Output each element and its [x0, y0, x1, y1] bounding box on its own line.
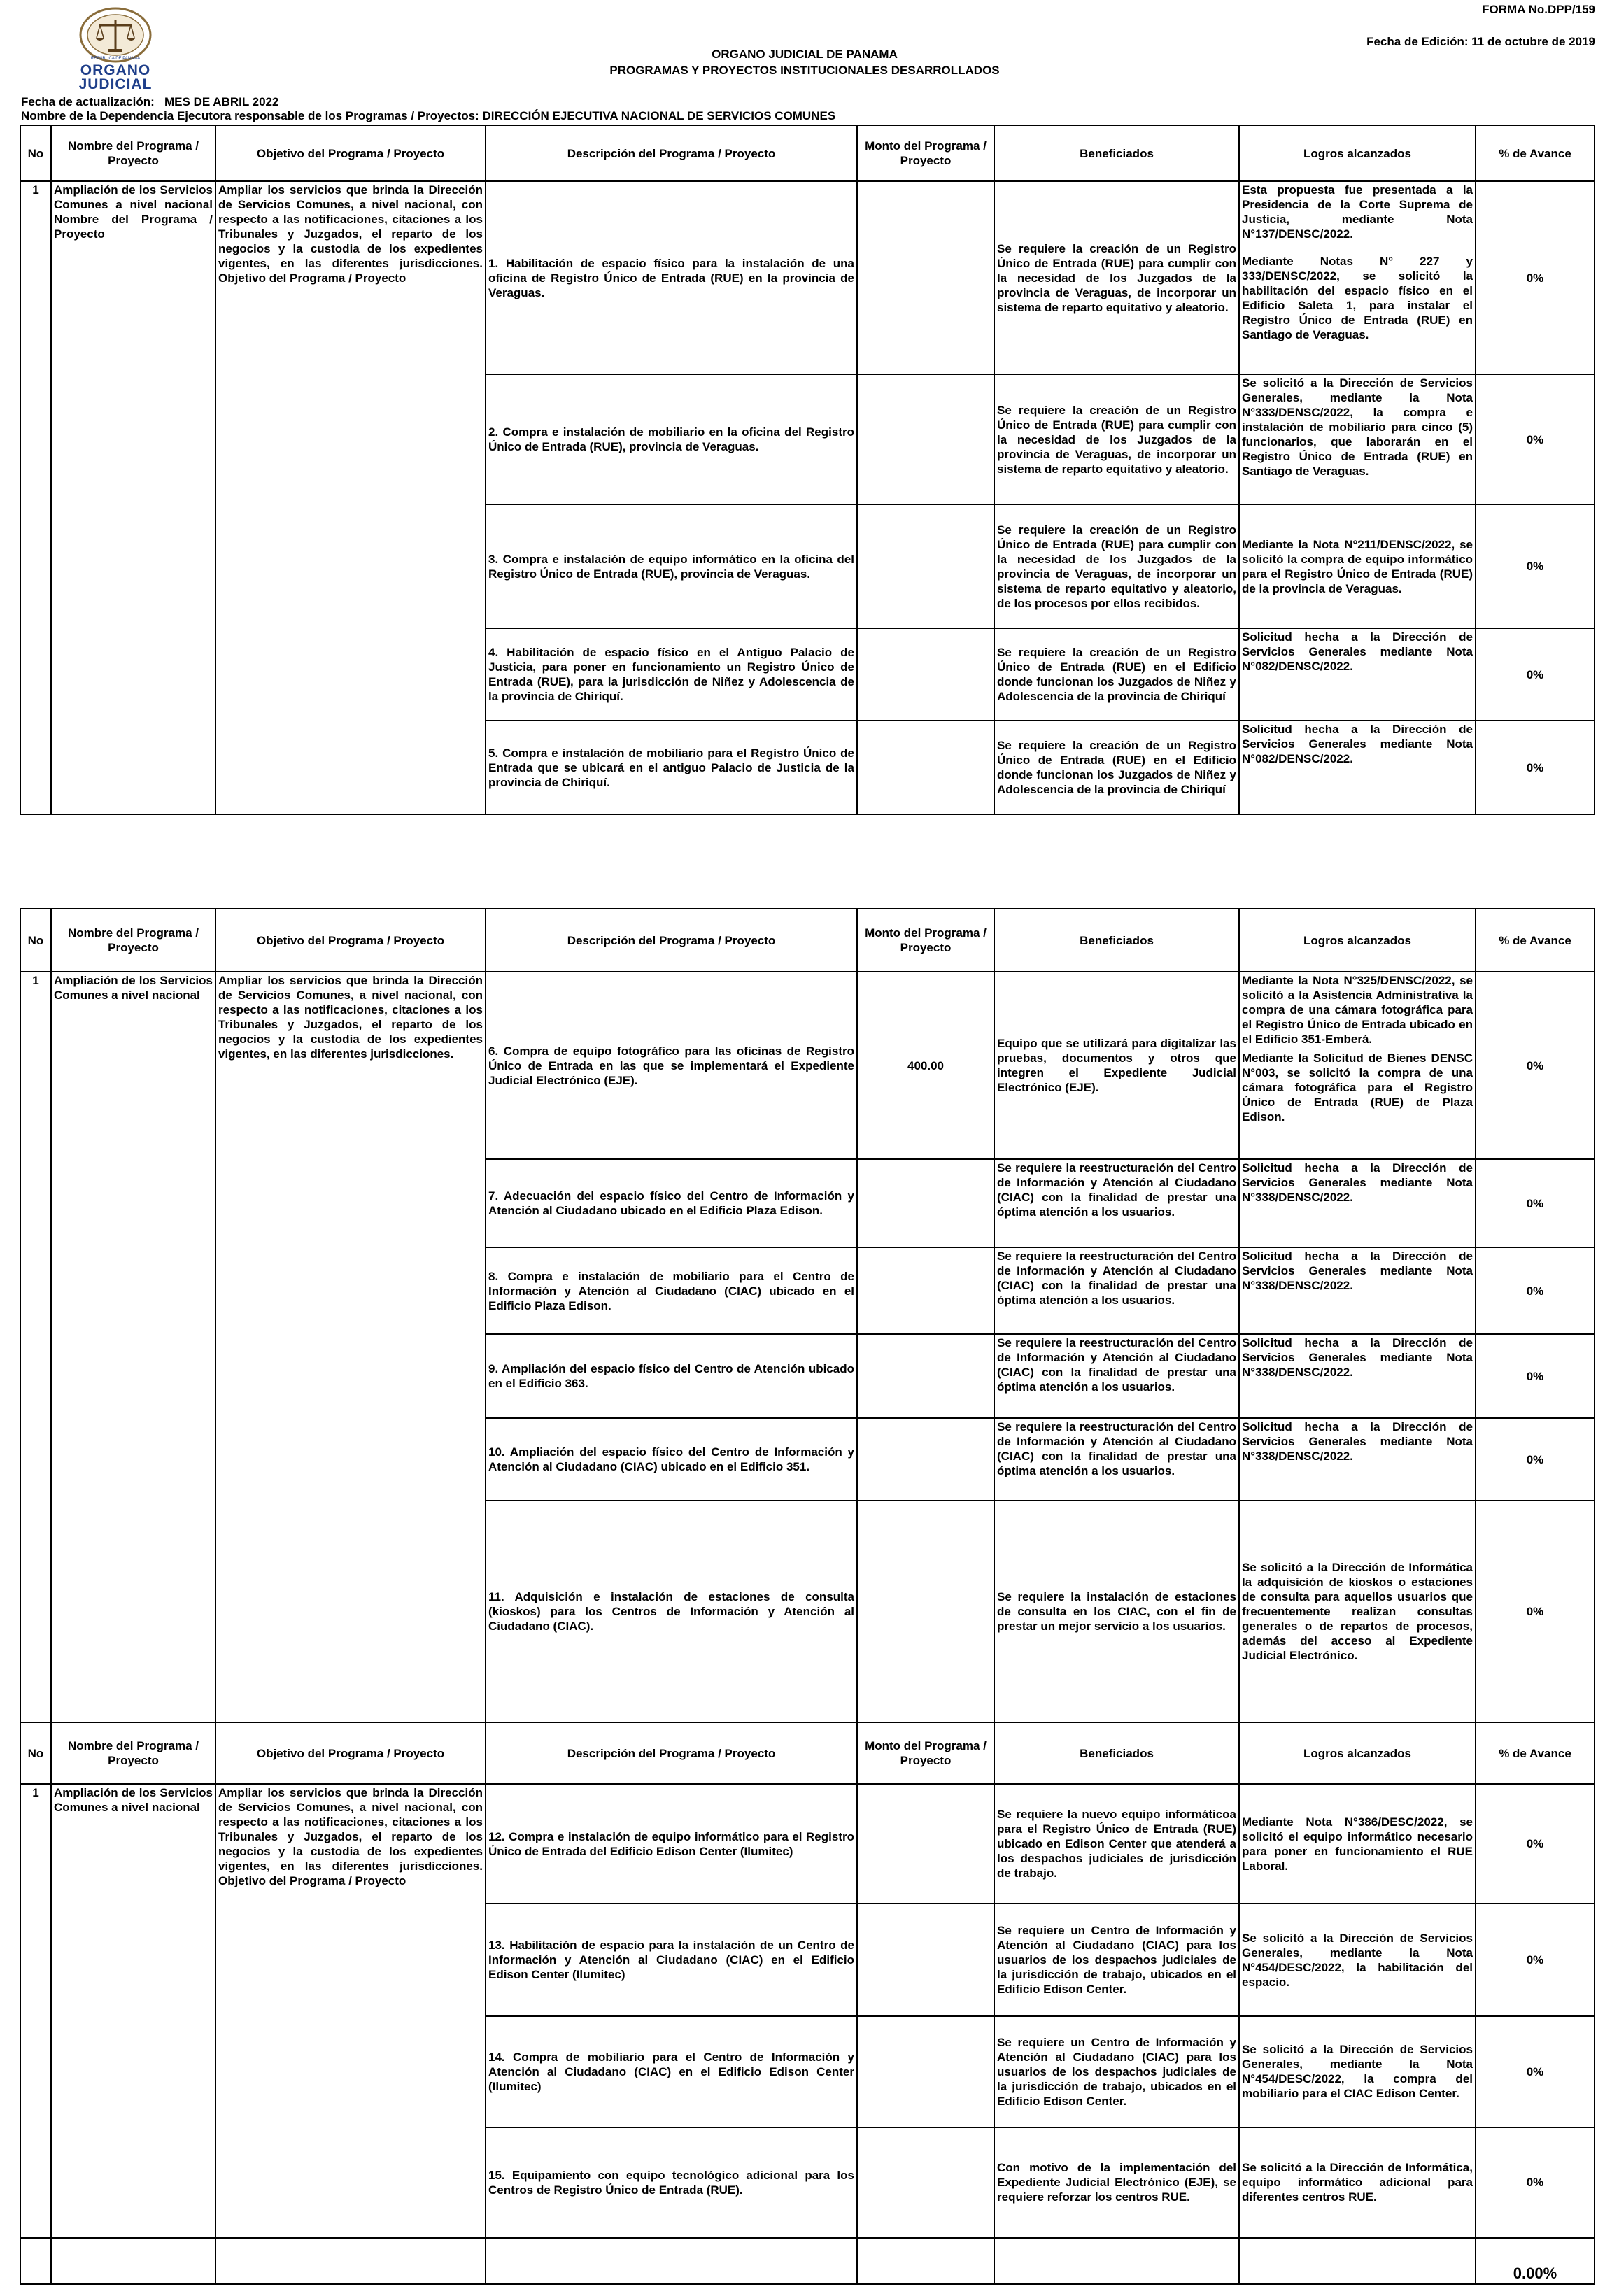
project-progress: 0%	[1476, 181, 1595, 374]
project-beneficiaries: Se requiere la instalación de estaciones de consulta en los CIAC, con el fin de prestar un mejor servicio a los usuarios.	[994, 1501, 1239, 1722]
project-amount	[857, 374, 994, 504]
achievement-text: Mediante la Nota N°211/DENSC/2022, se solicitó la compra de equipo informático para el Registro Único de Entrada (RUE) de la provincia de Veraguas.	[1242, 537, 1473, 595]
document-title: PROGRAMAS Y PROYECTOS INSTITUCIONALES DESARROLLADOS	[609, 64, 1000, 77]
project-description: 13. Habilitación de espacio para la instalación de un Centro de Información y Atención al Ciudadano (CIAC) en el Edificio Edison Center (Ilumitec)	[486, 1904, 857, 2016]
seal-text: REPÚBLICA DE PANAMÁ	[90, 57, 141, 61]
project-progress: 0%	[1476, 1159, 1595, 1247]
project-beneficiaries: Se requiere la nuevo equipo informáticoa para el Registro Único de Entrada (RUE) ubicado en Edison Center que atenderá a los despachos judiciales de jurisdicción de trabajo.	[994, 1784, 1239, 1904]
project-progress: 0%	[1476, 1418, 1595, 1501]
col-description: Descripción del Programa / Proyecto	[486, 125, 857, 181]
achievement-text: Solicitud hecha a la Dirección de Servicios Generales mediante Nota N°082/DENSC/2022.	[1242, 630, 1473, 673]
project-progress: 0%	[1476, 1247, 1595, 1334]
project-amount	[857, 1334, 994, 1418]
achievement-text: Se solicitó a la Dirección de Informática la adquisición de kioskos o estaciones de consulta para aquellos usuarios que frecuentemente realizan consultas generales o de repartos de procesos, además del acceso al Expediente Judicial Electrónico.	[1242, 1561, 1473, 1662]
col-achievements: Logros alcanzados	[1239, 1722, 1476, 1784]
program-name: Ampliación de los Servicios Comunes a nivel nacional	[51, 972, 215, 1722]
col-progress: % de Avance	[1476, 909, 1595, 972]
project-beneficiaries: Se requiere la creación de un Registro Único de Entrada (RUE) para cumplir con la necesidad de los Juzgados de la provincia de Veraguas, de incorporar un sistema de reparto equitativo y aleatorio, de los procesos por ellos recibidos.	[994, 504, 1239, 628]
col-description: Descripción del Programa / Proyecto	[486, 1722, 857, 1784]
project-beneficiaries: Se requiere la creación de un Registro Único de Entrada (RUE) en el Edificio donde funcionan los Juzgados de Niñez y Adolescencia de la provincia de Chiriquí	[994, 628, 1239, 721]
project-achievements	[1239, 181, 1476, 374]
project-beneficiaries: Equipo que se utilizará para digitalizar las pruebas, documentos y otros que integren el Expediente Judicial Electrónico (EJE).	[994, 972, 1239, 1159]
col-amount: Monto del Programa / Proyecto	[857, 909, 994, 972]
project-achievements	[1239, 1334, 1476, 1418]
project-beneficiaries: Se requiere la reestructuración del Centro de Información y Atención al Ciudadano (CIAC) con la finalidad de prestar una óptima atención a los usuarios.	[994, 1159, 1239, 1247]
achievement-text: Mediante la Nota N°325/DENSC/2022, se solicitó a la Asistencia Administrativa la compra de una cámara fotográfica para el Registro Único de Entrada ubicado en el Edificio 351-Emberá.	[1242, 974, 1473, 1046]
project-beneficiaries: Se requiere un Centro de Información y Atención al Ciudadano (CIAC) para los usuarios de los despachos judiciales de la jurisdicción de trabajo, ubicados en el Edificio Edison Center.	[994, 1904, 1239, 2016]
organo-judicial-logo	[70, 7, 161, 92]
project-description: 2. Compra e instalación de mobiliario en la oficina del Registro Único de Entrada (RUE), provincia de Veraguas.	[486, 374, 857, 504]
col-achievements: Logros alcanzados	[1239, 125, 1476, 181]
achievement-text: Solicitud hecha a la Dirección de Servicios Generales mediante Nota N°338/DENSC/2022.	[1242, 1161, 1473, 1204]
project-progress: 0%	[1476, 1784, 1595, 1904]
program-name: Ampliación de los Servicios Comunes a nivel nacional	[51, 1784, 215, 2237]
row-number: 1	[20, 1784, 51, 2237]
project-amount	[857, 2016, 994, 2127]
row-number: 1	[20, 972, 51, 1722]
table-header-row	[20, 125, 1595, 181]
project-description: 7. Adecuación del espacio físico del Centro de Información y Atención al Ciudadano ubicado en el Edificio Plaza Edison.	[486, 1159, 857, 1247]
logo-line-2: JUDICIAL	[78, 76, 153, 92]
project-description: 1. Habilitación de espacio físico para la instalación de una oficina de Registro Único de Entrada (RUE) en la provincia de Veraguas.	[486, 181, 857, 374]
project-achievements	[1239, 628, 1476, 721]
total-empty-cell	[994, 2238, 1239, 2284]
project-beneficiaries: Se requiere la creación de un Registro Único de Entrada (RUE) en el Edificio donde funcionan los Juzgados de Niñez y Adolescencia de la provincia de Chiriquí	[994, 721, 1239, 814]
col-progress: % de Avance	[1476, 125, 1595, 181]
project-description: 3. Compra e instalación de equipo informático en la oficina del Registro Único de Entrada (RUE), provincia de Veraguas.	[486, 504, 857, 628]
project-description: 4. Habilitación de espacio físico en el Antiguo Palacio de Justicia, para poner en funcionamiento un Registro Único de Entrada (RUE), para la jurisdicción de Niñez y Adolescencia de la provincia de Chiriquí.	[486, 628, 857, 721]
project-description: 5. Compra e instalación de mobiliario para el Registro Único de Entrada que se ubicará en el antiguo Palacio de Justicia de la provincia de Chiriquí.	[486, 721, 857, 814]
col-amount: Monto del Programa / Proyecto	[857, 1722, 994, 1784]
project-progress: 0%	[1476, 721, 1595, 814]
project-amount: 400.00	[857, 972, 994, 1159]
project-achievements	[1239, 1904, 1476, 2016]
col-no: No	[20, 125, 51, 181]
project-amount	[857, 1904, 994, 2016]
project-beneficiaries: Se requiere la reestructuración del Centro de Información y Atención al Ciudadano (CIAC) con la finalidad de prestar una óptima atención a los usuarios.	[994, 1247, 1239, 1334]
achievement-text: Se solicitó a la Dirección de Servicios Generales, mediante la Nota N°454/DESC/2022, la habilitación del espacio.	[1242, 1931, 1473, 1989]
projects-table-2	[20, 908, 1595, 1723]
project-description: 10. Ampliación del espacio físico del Centro de Información y Atención al Ciudadano (CIAC) ubicado en el Edificio 351.	[486, 1418, 857, 1501]
project-description: 9. Ampliación del espacio físico del Centro de Atención ubicado en el Edificio 363.	[486, 1334, 857, 1418]
table-row	[20, 181, 1595, 374]
project-progress: 0%	[1476, 972, 1595, 1159]
project-achievements	[1239, 2127, 1476, 2238]
project-amount	[857, 504, 994, 628]
achievement-text: Solicitud hecha a la Dirección de Servicios Generales mediante Nota N°338/DENSC/2022.	[1242, 1249, 1473, 1292]
project-progress: 0%	[1476, 628, 1595, 721]
project-beneficiaries: Se requiere la reestructuración del Centro de Información y Atención al Ciudadano (CIAC) con la finalidad de prestar una óptima atención a los usuarios.	[994, 1334, 1239, 1418]
project-description: 8. Compra e instalación de mobiliario para el Centro de Información y Atención al Ciudadano (CIAC) ubicado en el Edificio Plaza Edison.	[486, 1247, 857, 1334]
program-objective: Ampliar los servicios que brinda la Dirección de Servicios Comunes, a nivel nacional, con respecto a las notificaciones, citaciones a los Tribunales y Juzgados, el reparto de los negocios y la custodia de los expedientes vigentes, en las diferentes jurisdicciones. Objetivo del Programa / Proyecto	[215, 181, 486, 814]
col-objective: Objetivo del Programa / Proyecto	[215, 125, 486, 181]
project-beneficiaries: Se requiere un Centro de Información y Atención al Ciudadano (CIAC) para los usuarios de los despachos judiciales de la jurisdicción de trabajo, ubicados en el Edificio Edison Center.	[994, 2016, 1239, 2127]
logo-line-1: ORGANO	[80, 62, 151, 78]
col-beneficiaries: Beneficiados	[994, 909, 1239, 972]
project-amount	[857, 628, 994, 721]
project-progress: 0%	[1476, 374, 1595, 504]
project-progress: 0%	[1476, 2127, 1595, 2238]
project-amount	[857, 1784, 994, 1904]
program-name: Ampliación de los Servicios Comunes a nivel nacional Nombre del Programa / Proyecto	[51, 181, 215, 814]
project-amount	[857, 1501, 994, 1722]
project-description: 6. Compra de equipo fotográfico para las oficinas de Registro Único de Entrada en las que se implementará el Expediente Judicial Electrónico (EJE).	[486, 972, 857, 1159]
achievement-text: Solicitud hecha a la Dirección de Servicios Generales mediante Nota N°082/DENSC/2022.	[1242, 723, 1473, 765]
achievement-text: Solicitud hecha a la Dirección de Servicios Generales mediante Nota N°338/DENSC/2022.	[1242, 1336, 1473, 1379]
col-objective: Objetivo del Programa / Proyecto	[215, 909, 486, 972]
project-achievements	[1239, 1418, 1476, 1501]
total-empty-cell	[857, 2238, 994, 2284]
col-no: No	[20, 1722, 51, 1784]
project-progress: 0%	[1476, 1334, 1595, 1418]
project-achievements	[1239, 504, 1476, 628]
table-header-row	[20, 1722, 1595, 1784]
col-amount: Monto del Programa / Proyecto	[857, 125, 994, 181]
total-empty-cell	[20, 2238, 51, 2284]
row-number: 1	[20, 181, 51, 814]
project-achievements	[1239, 374, 1476, 504]
project-progress: 0%	[1476, 1501, 1595, 1722]
project-achievements	[1239, 721, 1476, 814]
project-description: 11. Adquisición e instalación de estaciones de consulta (kioskos) para los Centros de Información y Atención al Ciudadano (CIAC).	[486, 1501, 857, 1722]
form-number: FORMA No.DPP/159	[1482, 3, 1595, 16]
col-name: Nombre del Programa / Proyecto	[51, 909, 215, 972]
project-beneficiaries: Se requiere la reestructuración del Centro de Información y Atención al Ciudadano (CIAC) con la finalidad de prestar una óptima atención a los usuarios.	[994, 1418, 1239, 1501]
update-date: Fecha de actualización: MES DE ABRIL 2022	[21, 95, 279, 108]
project-description: 15. Equipamiento con equipo tecnológico adicional para los Centros de Registro Único de Entrada (RUE).	[486, 2127, 857, 2238]
total-empty-cell	[51, 2238, 215, 2284]
achievement-text: Esta propuesta fue presentada a la Presidencia de la Corte Suprema de Justicia, mediante Nota N°137/DENSC/2022.	[1242, 183, 1473, 241]
justice-scales-seal-icon	[70, 7, 161, 64]
program-objective: Ampliar los servicios que brinda la Dirección de Servicios Comunes, a nivel nacional, con respecto a las notificaciones, citaciones a los Tribunales y Juzgados, el reparto de los negocios y la custodia de los expedientes vigentes, en las diferentes jurisdicciones.	[215, 972, 486, 1722]
project-achievements	[1239, 1784, 1476, 1904]
project-achievements	[1239, 972, 1476, 1159]
program-objective: Ampliar los servicios que brinda la Dirección de Servicios Comunes, a nivel nacional, con respecto a las notificaciones, citaciones a los Tribunales y Juzgados, el reparto de los negocios y la custodia de los expedientes vigentes, en las diferentes jurisdicciones. Objetivo del Programa / Proyecto	[215, 1784, 486, 2237]
achievement-text: Mediante Notas N° 227 y 333/DENSC/2022, se solicitó la habilitación del espacio físico en el Edificio Saleta 1, para instalar el Registro Único de Entrada (RUE) en Santiago de Veraguas.	[1242, 255, 1473, 341]
project-beneficiaries: Se requiere la creación de un Registro Único de Entrada (RUE) para cumplir con la necesidad de los Juzgados de la provincia de Veraguas, de incorporar un sistema de reparto equitativo y aleatorio.	[994, 374, 1239, 504]
project-beneficiaries: Se requiere la creación de un Registro Único de Entrada (RUE) para cumplir con la necesidad de los Juzgados de la provincia de Veraguas, de incorporar un sistema de reparto equitativo y aleatorio.	[994, 181, 1239, 374]
project-amount	[857, 1418, 994, 1501]
organization-name: ORGANO JUDICIAL DE PANAMA	[712, 48, 898, 61]
table-row	[20, 1784, 1595, 1904]
project-progress: 0%	[1476, 1904, 1595, 2016]
achievement-text: Mediante la Solicitud de Bienes DENSC N°003, se solicitó la compra de una cámara fotográfica para el Registro Único de Entrada (RUE) de Plaza Edison.	[1242, 1051, 1473, 1124]
project-description: 12. Compra e instalación de equipo informático para el Registro Único de Entrada del Edificio Edison Center (Ilumitec)	[486, 1784, 857, 1904]
table-row	[20, 972, 1595, 1159]
col-progress: % de Avance	[1476, 1722, 1595, 1784]
col-no: No	[20, 909, 51, 972]
total-empty-cell	[1239, 2238, 1476, 2284]
project-amount	[857, 1247, 994, 1334]
total-empty-cell	[215, 2238, 486, 2284]
project-beneficiaries: Con motivo de la implementación del Expediente Judicial Electrónico (EJE), se requiere reforzar los centros RUE.	[994, 2127, 1239, 2238]
total-row	[20, 2238, 1595, 2284]
project-achievements	[1239, 1159, 1476, 1247]
dependency-name: Nombre de la Dependencia Ejecutora responsable de los Programas / Proyectos: DIRECCIÓN EJECUTIVA NACIONAL DE SERVICIOS COMUNES	[21, 109, 836, 122]
achievement-text: Se solicitó a la Dirección de Informática, equipo informático adicional para diferentes centros RUE.	[1242, 2161, 1473, 2204]
achievement-text: Se solicitó a la Dirección de Servicios Generales, mediante la Nota N°454/DESC/2022, la compra del mobiliario para el CIAC Edison Center.	[1242, 2043, 1473, 2101]
achievement-text: Mediante Nota N°386/DESC/2022, se solicitó el equipo informático necesario para poner en funcionamiento el RUE Laboral.	[1242, 1815, 1473, 1873]
col-name: Nombre del Programa / Proyecto	[51, 1722, 215, 1784]
col-beneficiaries: Beneficiados	[994, 1722, 1239, 1784]
project-achievements	[1239, 2016, 1476, 2127]
edition-date: Fecha de Edición: 11 de octubre de 2019	[1366, 35, 1595, 48]
table-header-row	[20, 909, 1595, 972]
project-progress: 0%	[1476, 2016, 1595, 2127]
col-objective: Objetivo del Programa / Proyecto	[215, 1722, 486, 1784]
total-empty-cell	[486, 2238, 857, 2284]
projects-table-3	[20, 1722, 1595, 2285]
achievement-text: Se solicitó a la Dirección de Servicios Generales, mediante la Nota N°333/DENSC/2022, la compra e instalación de mobiliario para cinco (5) funcionarios, que laborarán en el Registro Único de Entrada (RUE) en Santiago de Veraguas.	[1242, 376, 1473, 478]
projects-table-1	[20, 125, 1595, 815]
project-amount	[857, 1159, 994, 1247]
col-description: Descripción del Programa / Proyecto	[486, 909, 857, 972]
col-name: Nombre del Programa / Proyecto	[51, 125, 215, 181]
project-achievements	[1239, 1501, 1476, 1722]
achievement-text: Solicitud hecha a la Dirección de Servicios Generales mediante Nota N°338/DENSC/2022.	[1242, 1420, 1473, 1463]
col-beneficiaries: Beneficiados	[994, 125, 1239, 181]
project-amount	[857, 721, 994, 814]
project-amount	[857, 181, 994, 374]
project-achievements	[1239, 1247, 1476, 1334]
total-progress: 0.00%	[1476, 2238, 1595, 2284]
project-description: 14. Compra de mobiliario para el Centro de Información y Atención al Ciudadano (CIAC) en el Edificio Edison Center (Ilumitec)	[486, 2016, 857, 2127]
project-progress: 0%	[1476, 504, 1595, 628]
col-achievements: Logros alcanzados	[1239, 909, 1476, 972]
project-amount	[857, 2127, 994, 2238]
